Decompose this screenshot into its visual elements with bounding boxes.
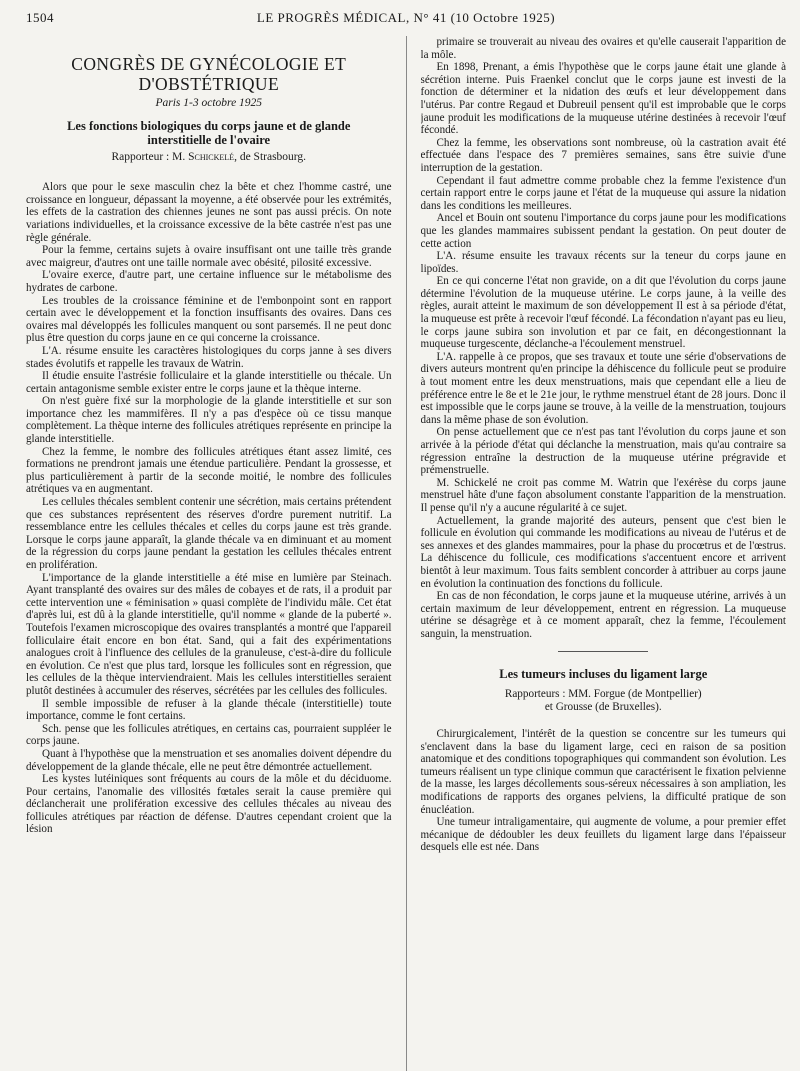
section-rule bbox=[558, 651, 648, 652]
rapporteur-prefix: Rapporteur : M. bbox=[111, 150, 186, 163]
paragraph: Sch. pense que les follicules atrétiques, en certains cas, pourraient suppléer le corps jaune. bbox=[26, 722, 392, 748]
section2-rapporteurs bbox=[421, 688, 787, 714]
paragraph: L'A. résume ensuite les caractères histologiques du corps janne à ses divers stades évolutifs et rappelle les travaux de Watrin. bbox=[26, 344, 392, 370]
page-number: 1504 bbox=[26, 10, 54, 25]
paragraph: M. Schickelé ne croit pas comme M. Watrin que l'exérèse du corps jaune menstruel hâte d'une façon absolument constante l'apparition de la menstruation. Il pense qu'il n'y a aucune régularité à ce sujet. bbox=[420, 476, 787, 514]
paragraph: L'A. résume ensuite les travaux récents sur la teneur du corps jaune en lipoïdes. bbox=[420, 250, 787, 275]
paragraph: Chirurgicalement, l'intérêt de la question se concentre sur les tumeurs qui s'enclavent dans la base du ligament large, ceci en raison de sa position anatomique et des conditions topographiques qui commandent son évolution. Les tumeurs réalisent un type clinique commun que caractérisent le fixation pelvienne de la masse, les larges décollements sous-séreux nécessaires à son ampliation, les modifications de rapports des organes pelviens, la difficulté pratique de son énucléation. bbox=[420, 728, 787, 816]
paragraph: Quant à l'hypothèse que la menstruation et ses anomalies doivent dépendre du développement de la glande thécale, elle ne peut être démontrée actuellement. bbox=[26, 747, 392, 773]
paragraph: En ce qui concerne l'état non gravide, on a dit que l'évolution du corps jaune détermine l'évolution de la muqueuse utérine. Le corps jaune, à la veille des règles, aurait atteint le maximum de son développement Il est à sa période d'état, la muqueuse est prête à recevoir l'œuf fécondé. La fécondation n'ayant pas eu lieu, le corps jaune subira son involution et par ce fait, en décongestionnant la muqueuse turgescente, déclanche-a l'écoulement menstruel. bbox=[420, 275, 787, 351]
running-head bbox=[26, 10, 786, 34]
right-column bbox=[421, 36, 787, 1071]
paragraph: Ancel et Bouin ont soutenu l'importance du corps jaune pour les modifications que les glandes mammaires subissent pendant la gestation. On peut douter de cette action bbox=[420, 212, 787, 250]
left-article-body bbox=[26, 181, 392, 836]
column-divider bbox=[406, 36, 407, 1071]
paragraph: Alors que pour le sexe masculin chez la bête et chez l'homme castré, une croissance en longueur, dépassant la moyenne, a été observée pour les extrémités, les effets de la castration des chiennes jeunes ne sont pas aussi précis. On note variations individuelles, et la croissance excessive de la bête castrée n'est pas une règle générale. bbox=[26, 181, 392, 244]
article-title: Les fonctions biologiques du corps jaune et de glande interstitielle de l'ovaire bbox=[67, 118, 351, 147]
paragraph: Actuellement, la grande majorité des auteurs, pensent que c'est bien le follicule en évolution qui commande les modifications au niveau de l'utérus et de ses annexes et des glandes mammaires, pour la phase du procœtrus et de l'œstrus. La déhiscence du follicule, ces modifications s'accentuent encore et arrivent bientôt à leur maximum. Tous faits semblent concorder à attribuer au corps jaune en évolution la continuation des fonctions du follicule. bbox=[420, 514, 787, 590]
rapporteur-suffix: , de Strasbourg. bbox=[234, 150, 307, 163]
section2-title: Les tumeurs incluses du ligament large bbox=[499, 666, 708, 681]
paragraph: L'A. rappelle à ce propos, que ses travaux et toute une série d'observations de divers auteurs montrent qu'en principe la déhiscence du follicule peut se produire à tout moment entre les deux menstruations, mais que cependant elle a lieu de préférence entre le 8e et le 21e jour, le rythme menstruel étant de 28 jours. Donc il est impossible que le corps jaune se trouve, à la veille de la menstruation, toujours dans la même phase de son évolution. bbox=[420, 350, 787, 426]
paragraph: On n'est guère fixé sur la morphologie de la glande interstitielle et sur son importance chez les mammifères. Il n'y a pas d'espèce où ce tissu manque complètement. La thèque interne des follicules atrétiques représente en principe la glande interstitielle. bbox=[26, 395, 392, 446]
paragraph: Cependant il faut admettre comme probable chez la femme l'existence d'un certain rapport entre le corps jaune et l'état de la muqueuse qui assure la nidation dans les conditions les meilleures. bbox=[420, 174, 787, 212]
congress-title: CONGRÈS DE GYNÉCOLOGIE ET D'OBSTÉTRIQUE bbox=[71, 54, 347, 94]
rapporteurs-line-2: et Grousse (de Bruxelles). bbox=[544, 701, 662, 714]
right-article-body bbox=[421, 36, 787, 641]
two-column-body bbox=[26, 36, 786, 1071]
rapporteurs-line-1: Rapporteurs : MM. Forgue (de Montpellier) bbox=[504, 688, 702, 701]
paragraph: Il étudie ensuite l'astrésie folliculaire et la glande interstitielle ou thécale. Un certain antagonisme semble exister entre le corps jaune et la thèque interne. bbox=[26, 370, 392, 395]
paragraph: On pense actuellement que ce n'est pas tant l'évolution du corps jaune et son arrivée à la période d'état qui déclanche la menstruation, mais qu'au contraire sa régression entraîne la destruction de la muqueuse utérine prégravide et prémenstruelle. bbox=[420, 426, 787, 477]
paragraph: Les cellules thécales semblent contenir une sécrétion, mais certains prétendent que ces substances représentent des réserves d'ordre purement nutritif. La ressemblance entre les cellules thécales et celles du corps jaune est très grande. Lorsque le corps jaune apparaît, la glande thécale va en diminuant et au moment de la régression du corps jaune pendant la gestation les cellules thécales entrent en prolifération. bbox=[26, 496, 392, 571]
paragraph: primaire se trouverait au niveau des ovaires et qu'elle causerait l'apparition de la môle. bbox=[420, 36, 787, 61]
paragraph: En 1898, Prenant, a émis l'hypothèse que le corps jaune était une glande à sécrétion interne. Puis Fraenkel conclut que le corps jaune est investi de la fonction de déterminer et la nidation des œufs et leur développement dans l'utérus. Par contre Regaud et Dubreuil pensent qu'il est improbable que le corps jaune produit les modifications de la muqueuse utérine destinées à recevoir l'œuf fécondé. bbox=[420, 61, 787, 137]
paragraph: Les troubles de la croissance féminine et de l'embonpoint sont en rapport certain avec le développement et la fonction insuffisants des ovaires. Dans ces ovaires mal développés les follicules manquent ou sont parsemés. Il ne peut donc plus être question du corps jaune en ce qui concerne la croissance. bbox=[26, 294, 392, 345]
paragraph: Une tumeur intraligamentaire, qui augmente de volume, a pour premier effet mécanique de dédoubler les deux feuillets du ligament large dans l'épaisseur desquels elle est née. Dans bbox=[420, 816, 787, 854]
paragraph: Chez la femme, les observations sont nombreuse, où la castration avait été effectuée dans l'espace des 7 premières semaines, sans être suivie d'une interruption de la gestation. bbox=[420, 136, 787, 174]
paragraph: L'ovaire exerce, d'autre part, une certaine influence sur le métabolisme des hydrates de carbone. bbox=[26, 269, 392, 294]
paragraph: Chez la femme, le nombre des follicules atrétiques étant assez limité, ces formations ne prendront jamais une étendue particulière. Pendant la grossesse, et plus particulièrement à partir de la seconde moitié, le nombre des follicules atrétiques va en augmentant. bbox=[26, 445, 392, 496]
paragraph: Les kystes lutéiniques sont fréquents au cours de la môle et du déciduome. Pour certains, l'anomalie des villosités fœtales serait la cause première qui déclancherait une prolifération excessive des cellules thécales au niveau des follicules atrétiques par réaction de défense. D'autres cependant croient que la lésion bbox=[26, 773, 392, 836]
paragraph: Pour la femme, certains sujets à ovaire insuffisant ont une taille très grande avec maigreur, d'autres ont une taille normale avec obésité, pilosité excessive. bbox=[26, 244, 392, 269]
congress-date: Paris 1-3 octobre 1925 bbox=[155, 97, 263, 109]
section2-body bbox=[421, 728, 787, 854]
paragraph: Il semble impossible de refuser à la glande thécale (interstitielle) toute importance, comme le font certains. bbox=[26, 697, 392, 723]
left-column bbox=[26, 36, 392, 1071]
paragraph: En cas de non fécondation, le corps jaune et la muqueuse utérine, arrivés à un certain maximum de leur développement, entrent en régression. La muqueuse utérine se désagrège et à ce moment apparaît, chez la femme, l'écoulement sanguin, la menstruation. bbox=[420, 590, 787, 640]
rapporteur-line bbox=[26, 151, 392, 164]
rapporteur-name: Schickelé bbox=[188, 150, 235, 163]
paragraph: L'importance de la glande interstitielle a été mise en lumière par Steinach. Ayant transplanté des ovaires sur des mâles de cobayes et de rats, il a produit par cette intervention une « féminisation » quasi complète de l'individu mâle. Cet état d'après lui, est dû à la glande interstitielle, qu'il nomme « glande de la puberté ». Toutefois l'examen microscopique des ovaires transplantés a montré que l'appareil folliculaire était encore en bon état. Sand, qui a fait des expérimentations analogues croit à l'influence des cellules de la granuleuse, c'est-à-dire du follicule en évolution. Ce n'est que plus tard, lorsque les follicules sont en régression, que les cellules de la thèque interviendraient. Mais les cellules interstitielles seraient plutôt destinées à accumuler des réserves, sécrétées par les cellules des follicules. bbox=[26, 571, 392, 697]
journal-title: LE PROGRÈS MÉDICAL, N° 41 (10 Octobre 1925) bbox=[256, 10, 556, 25]
